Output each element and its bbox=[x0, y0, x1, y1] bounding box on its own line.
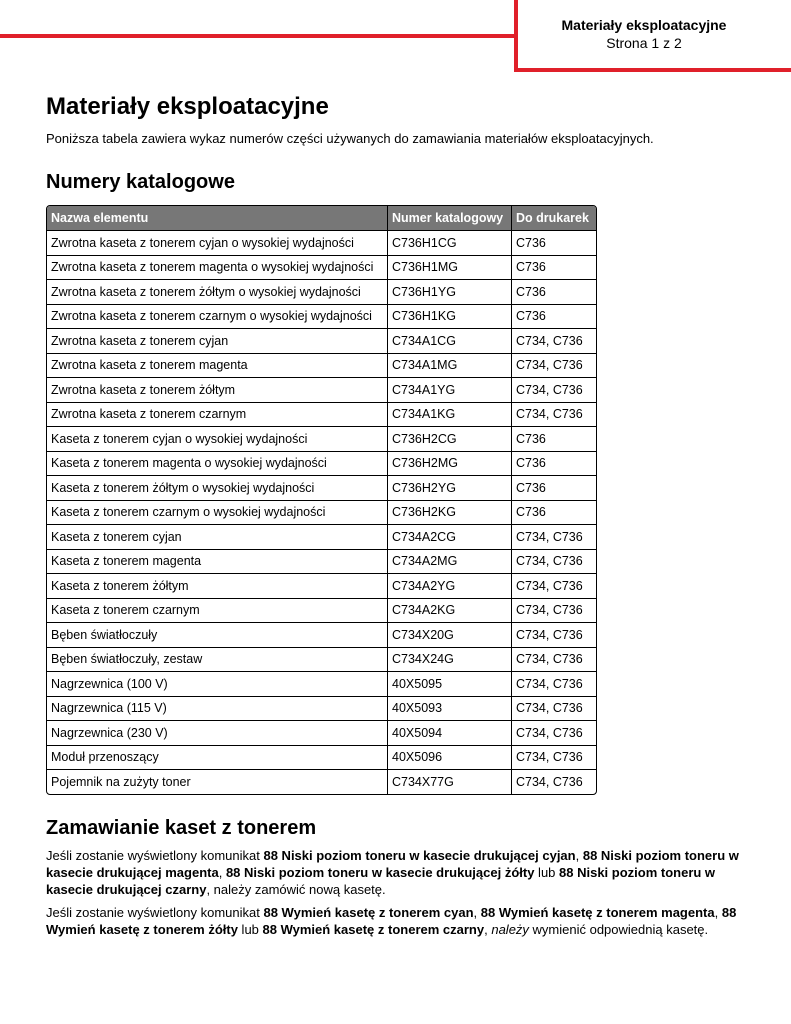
part-number-cell: C734X77G bbox=[388, 769, 512, 794]
header-rule bbox=[0, 34, 516, 38]
printer-model-cell: C736 bbox=[512, 475, 596, 500]
printer-model-cell: C734, C736 bbox=[512, 598, 596, 623]
part-number-cell: C734A2YG bbox=[388, 573, 512, 598]
printer-model-cell: C734, C736 bbox=[512, 769, 596, 794]
table-row bbox=[47, 598, 596, 623]
item-name-cell: Nagrzewnica (100 V) bbox=[47, 671, 388, 696]
printer-model-cell: C736 bbox=[512, 451, 596, 476]
item-name-cell: Zwrotna kaseta z tonerem żółtym o wysokiej wydajności bbox=[47, 279, 388, 304]
page-indicator: Strona 1 z 2 bbox=[606, 35, 682, 51]
table-header-row bbox=[47, 206, 596, 230]
part-number-cell: 40X5094 bbox=[388, 720, 512, 745]
table-row bbox=[47, 622, 596, 647]
table-row bbox=[47, 230, 596, 255]
item-name-cell: Kaseta z tonerem czarnym o wysokiej wydajności bbox=[47, 500, 388, 525]
part-number-cell: C736H2YG bbox=[388, 475, 512, 500]
printer-model-cell: C734, C736 bbox=[512, 745, 596, 770]
header-title: Materiały eksploatacyjne bbox=[561, 17, 727, 33]
table-row bbox=[47, 377, 596, 402]
table-row bbox=[47, 745, 596, 770]
printer-model-cell: C736 bbox=[512, 304, 596, 329]
table-row bbox=[47, 500, 596, 525]
intro-text: Poniższa tabela zawiera wykaz numerów części używanych do zamawiania materiałów eksploatacyjnych. bbox=[46, 131, 654, 146]
item-name-cell: Zwrotna kaseta z tonerem magenta bbox=[47, 353, 388, 378]
part-number-cell: C736H1KG bbox=[388, 304, 512, 329]
running-header bbox=[518, 16, 770, 52]
printer-model-cell: C734, C736 bbox=[512, 573, 596, 598]
printer-model-cell: C734, C736 bbox=[512, 696, 596, 721]
table-row bbox=[47, 647, 596, 672]
part-number-cell: C734A2MG bbox=[388, 549, 512, 574]
part-number-cell: C734X20G bbox=[388, 622, 512, 647]
section-heading-ordering: Zamawianie kaset z tonerem bbox=[46, 817, 317, 839]
part-number-cell: C734X24G bbox=[388, 647, 512, 672]
item-name-cell: Moduł przenoszący bbox=[47, 745, 388, 770]
column-header: Nazwa elementu bbox=[47, 206, 388, 230]
table-row bbox=[47, 451, 596, 476]
part-number-cell: C736H1CG bbox=[388, 230, 512, 255]
part-number-cell: 40X5096 bbox=[388, 745, 512, 770]
printer-model-cell: C736 bbox=[512, 230, 596, 255]
part-number-cell: C736H2KG bbox=[388, 500, 512, 525]
item-name-cell: Zwrotna kaseta z tonerem cyjan bbox=[47, 328, 388, 353]
catalog-table bbox=[46, 205, 597, 795]
item-name-cell: Zwrotna kaseta z tonerem czarnym o wysokiej wydajności bbox=[47, 304, 388, 329]
table-row bbox=[47, 671, 596, 696]
table-row bbox=[47, 475, 596, 500]
table-row bbox=[47, 402, 596, 427]
printer-model-cell: C734, C736 bbox=[512, 328, 596, 353]
table-row bbox=[47, 769, 596, 794]
printer-model-cell: C734, C736 bbox=[512, 720, 596, 745]
item-name-cell: Nagrzewnica (230 V) bbox=[47, 720, 388, 745]
printer-model-cell: C736 bbox=[512, 426, 596, 451]
part-number-cell: 40X5095 bbox=[388, 671, 512, 696]
page-title: Materiały eksploatacyjne bbox=[46, 93, 329, 120]
part-number-cell: C734A1KG bbox=[388, 402, 512, 427]
table-row bbox=[47, 328, 596, 353]
table-row bbox=[47, 279, 596, 304]
table-row bbox=[47, 353, 596, 378]
item-name-cell: Zwrotna kaseta z tonerem czarnym bbox=[47, 402, 388, 427]
part-number-cell: C736H1MG bbox=[388, 255, 512, 280]
printer-model-cell: C736 bbox=[512, 500, 596, 525]
printer-model-cell: C734, C736 bbox=[512, 353, 596, 378]
item-name-cell: Kaseta z tonerem czarnym bbox=[47, 598, 388, 623]
column-header: Numer katalogowy bbox=[388, 206, 512, 230]
table-row bbox=[47, 696, 596, 721]
part-number-cell: C734A1CG bbox=[388, 328, 512, 353]
part-number-cell: C736H1YG bbox=[388, 279, 512, 304]
printer-model-cell: C734, C736 bbox=[512, 622, 596, 647]
printer-model-cell: C734, C736 bbox=[512, 549, 596, 574]
ordering-paragraph-low: Jeśli zostanie wyświetlony komunikat 88 Niski poziom toneru w kasecie drukującej cyjan, 88 Niski poziom toneru w kasecie drukującej magenta, 88 Niski poziom toneru w kasecie drukującej żółty lub 88 Niski poziom toneru w kasecie drukującej czarny, należy zamówić nową kasetę. bbox=[46, 848, 739, 897]
part-number-cell: C734A1YG bbox=[388, 377, 512, 402]
printer-model-cell: C734, C736 bbox=[512, 524, 596, 549]
item-name-cell: Bęben światłoczuły, zestaw bbox=[47, 647, 388, 672]
part-number-cell: C736H2CG bbox=[388, 426, 512, 451]
part-number-cell: C734A2CG bbox=[388, 524, 512, 549]
item-name-cell: Kaseta z tonerem żółtym o wysokiej wydajności bbox=[47, 475, 388, 500]
part-number-cell: C736H2MG bbox=[388, 451, 512, 476]
item-name-cell: Kaseta z tonerem żółtym bbox=[47, 573, 388, 598]
printer-model-cell: C734, C736 bbox=[512, 402, 596, 427]
item-name-cell: Zwrotna kaseta z tonerem cyjan o wysokiej wydajności bbox=[47, 230, 388, 255]
section-heading-catalog: Numery katalogowe bbox=[46, 171, 235, 193]
item-name-cell: Nagrzewnica (115 V) bbox=[47, 696, 388, 721]
table-row bbox=[47, 524, 596, 549]
table-row bbox=[47, 573, 596, 598]
part-number-cell: C734A2KG bbox=[388, 598, 512, 623]
item-name-cell: Kaseta z tonerem cyjan o wysokiej wydajności bbox=[47, 426, 388, 451]
printer-model-cell: C736 bbox=[512, 255, 596, 280]
printer-model-cell: C734, C736 bbox=[512, 647, 596, 672]
item-name-cell: Zwrotna kaseta z tonerem magenta o wysokiej wydajności bbox=[47, 255, 388, 280]
table-row bbox=[47, 304, 596, 329]
part-number-cell: C734A1MG bbox=[388, 353, 512, 378]
item-name-cell: Kaseta z tonerem cyjan bbox=[47, 524, 388, 549]
item-name-cell: Bęben światłoczuły bbox=[47, 622, 388, 647]
printer-model-cell: C734, C736 bbox=[512, 671, 596, 696]
printer-model-cell: C736 bbox=[512, 279, 596, 304]
printer-model-cell: C734, C736 bbox=[512, 377, 596, 402]
table-row bbox=[47, 426, 596, 451]
table-row bbox=[47, 720, 596, 745]
column-header: Do drukarek bbox=[512, 206, 596, 230]
part-number-cell: 40X5093 bbox=[388, 696, 512, 721]
item-name-cell: Zwrotna kaseta z tonerem żółtym bbox=[47, 377, 388, 402]
item-name-cell: Kaseta z tonerem magenta o wysokiej wydajności bbox=[47, 451, 388, 476]
table-row bbox=[47, 255, 596, 280]
item-name-cell: Pojemnik na zużyty toner bbox=[47, 769, 388, 794]
item-name-cell: Kaseta z tonerem magenta bbox=[47, 549, 388, 574]
ordering-paragraph-replace: Jeśli zostanie wyświetlony komunikat 88 Wymień kasetę z tonerem cyan, 88 Wymień kasetę z tonerem magenta, 88 Wymień kasetę z tonerem żółty lub 88 Wymień kasetę z tonerem czarny, należy wymienić odpowiednią kasetę. bbox=[46, 905, 737, 937]
table-row bbox=[47, 549, 596, 574]
header-rule-bottom bbox=[514, 68, 791, 72]
